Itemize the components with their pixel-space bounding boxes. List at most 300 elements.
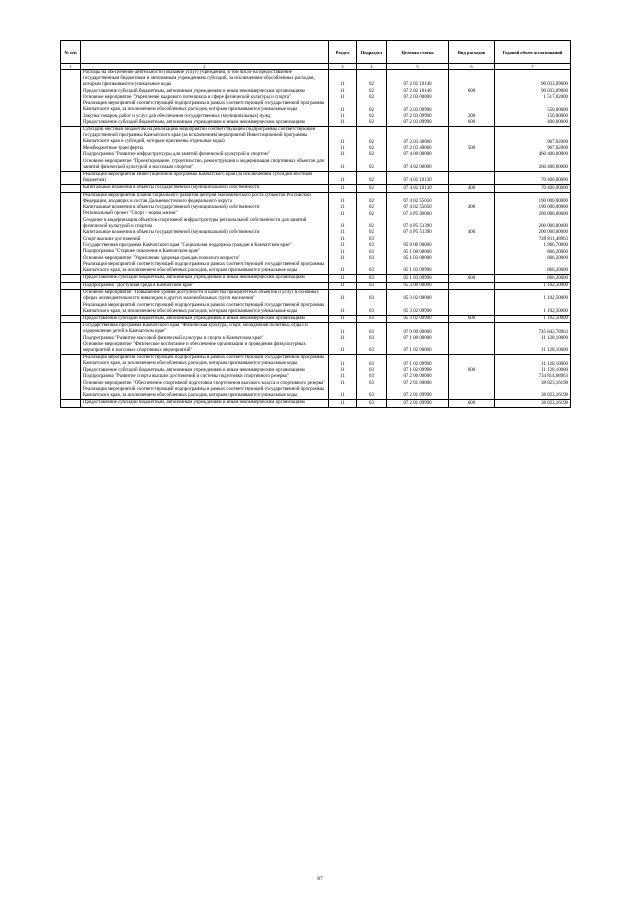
index-cell: 7 <box>495 64 571 70</box>
row-name: Предоставление субсидий бюджетным, автономным учреждениям и иным некоммерческим организациям <box>83 88 305 94</box>
index-cell: 6 <box>449 64 495 70</box>
row-podrazdel: 03 <box>369 268 374 274</box>
row-vid <box>451 101 492 113</box>
row-amount: 11 128,10000 <box>541 335 568 341</box>
index-cell: 3 <box>329 64 357 70</box>
row-name: Капитальные вложения в объекты государственной (муниципальной) собственности <box>83 185 260 191</box>
row-number <box>61 323 81 355</box>
row-amount: 1 966,70000 <box>543 243 568 249</box>
row-amount: 11 128,10000 <box>541 361 568 367</box>
row-amount: 200 000,00000 <box>538 230 568 236</box>
row-name: Предоставление субсидий бюджетным, автономным учреждениям и иным некоммерческим организациям <box>83 120 305 126</box>
row-podrazdel: 02 <box>369 120 374 126</box>
row-number <box>61 282 81 289</box>
row-podrazdel: 03 <box>369 236 374 242</box>
row-statya: 07 1 02 09990 <box>403 361 432 367</box>
row-amount: 1 102,50000 <box>543 283 568 288</box>
table-row <box>61 315 571 322</box>
row-razdel: 11 <box>340 95 345 101</box>
row-name: Государственная программа Камчатского края "Социальная поддержка граждан в Камчатском крае" <box>83 242 292 248</box>
table-row <box>61 355 571 400</box>
table-row <box>61 275 571 282</box>
row-razdel: 11 <box>340 316 345 322</box>
row-name: Основное мероприятие "Физическое воспитание и обеспечение организации и проведения физкультурных мероприятий и массовых спортивных мероприятий" <box>83 342 306 354</box>
row-statya-cell <box>387 323 449 355</box>
row-podrazdel: 02 <box>369 230 374 236</box>
row-vid-cell <box>449 323 495 355</box>
row-razdel-cell <box>329 275 357 282</box>
header-name <box>81 41 329 64</box>
row-name: Субсидии местным бюджетам на реализацию мероприятий соответствующей подпрограммы соответствующей государственной программы Камчатского края (за исключением мероприятий Инвестиционной программы Камчатского края и субсидий, которым присвоены отдельные коды) <box>83 127 316 145</box>
row-podrazdel: 02 <box>369 224 374 229</box>
row-podrazdel: 02 <box>369 88 374 94</box>
index-cell: 5 <box>387 64 449 70</box>
row-amount: 11 128,10000 <box>541 368 568 373</box>
row-amount: 866,20000 <box>547 255 568 261</box>
row-razdel: 11 <box>340 120 345 126</box>
row-name: Региональный проект "Спорт - норма жизни" <box>83 211 178 217</box>
row-statya: 07 2 01 00000 <box>403 380 432 386</box>
row-podrazdel: 02 <box>369 205 374 211</box>
row-name: Подпрограмма "Доступная среда в Камчатском крае" <box>83 282 194 288</box>
row-podrazdel-cell <box>357 70 387 127</box>
row-podrazdel: 03 <box>369 243 374 249</box>
row-vid: 400 <box>467 205 476 211</box>
row-statya-cell <box>387 282 449 289</box>
row-podrazdel: 02 <box>369 164 374 170</box>
row-statya: 07 4 00 00000 <box>403 152 432 158</box>
row-statya: 07 1 00 00000 <box>403 335 432 341</box>
row-vid-cell <box>449 185 495 192</box>
header-razdel: Раздел <box>329 41 357 64</box>
row-statya: 07 2 03 09990 <box>403 113 432 119</box>
row-name: Межбюджетные трансферты <box>83 145 143 151</box>
row-amount: 866,20000 <box>547 249 568 255</box>
row-vid-cell <box>449 127 495 172</box>
row-razdel: 11 <box>340 283 345 288</box>
row-vid: 600 <box>467 88 476 94</box>
row-statya: 07 4 02 00000 <box>403 164 432 170</box>
row-amount-cell <box>495 127 571 172</box>
row-podrazdel: 03 <box>369 249 374 255</box>
row-name: Основное мероприятие "Укрепление кадрового потенциала в сфере физической культуры и спорта" <box>83 94 291 100</box>
row-number <box>61 315 81 322</box>
row-amount: 460 400,00000 <box>538 152 568 158</box>
row-razdel-cell <box>329 323 357 355</box>
row-razdel-cell <box>329 282 357 289</box>
row-statya-cell <box>387 400 449 407</box>
row-name: Реализация мероприятий Инвестиционной программы Камчатского края (за исключением субсидий местным бюджетам) <box>83 171 313 183</box>
index-cell: 2 <box>81 64 329 70</box>
row-statya: 05 0 00 00000 <box>403 243 432 249</box>
table-body <box>61 70 571 408</box>
table-row <box>61 70 571 127</box>
row-name: Основное мероприятие "Укрепление здоровья граждан пожилого возраста" <box>83 255 241 261</box>
row-razdel: 11 <box>340 185 345 191</box>
row-name: Предоставление субсидий бюджетным, автономным учреждениям и иным некоммерческим организациям <box>83 400 305 406</box>
row-razdel: 11 <box>340 296 345 302</box>
row-podrazdel: 03 <box>369 329 374 335</box>
row-name-cell <box>81 171 329 184</box>
row-amount: 1 102,50000 <box>543 308 568 314</box>
row-podrazdel: 02 <box>369 82 374 88</box>
row-podrazdel-cell <box>357 355 387 400</box>
row-razdel: 11 <box>340 374 345 380</box>
row-razdel: 11 <box>340 308 345 314</box>
row-amount-cell <box>495 400 571 407</box>
row-name-cell <box>81 290 329 316</box>
row-vid <box>451 193 492 205</box>
row-vid <box>451 262 492 274</box>
row-amount: 400,00000 <box>547 120 568 126</box>
row-razdel: 11 <box>340 255 345 261</box>
row-statya-cell <box>387 185 449 192</box>
row-vid <box>451 355 492 367</box>
row-razdel-cell <box>329 290 357 316</box>
table-row <box>61 400 571 407</box>
row-razdel: 11 <box>340 152 345 158</box>
row-name-cell <box>81 323 329 355</box>
row-name: Основное мероприятие "Обеспечение спортивной подготовки спортсменов высокого класса и спортивного резерва" <box>83 380 326 386</box>
row-vid: 600 <box>467 368 476 373</box>
row-number <box>61 275 81 282</box>
row-statya: 07 4 02 55050 <box>403 198 432 204</box>
row-number <box>61 171 81 184</box>
row-podrazdel: 03 <box>369 255 374 261</box>
table-row <box>61 171 571 184</box>
row-podrazdel: 03 <box>369 296 374 302</box>
row-name-cell <box>81 185 329 192</box>
row-amount: 749 811,48963 <box>538 236 568 242</box>
row-vid-cell <box>449 400 495 407</box>
row-amount: 200 000,00000 <box>538 224 568 229</box>
row-podrazdel-cell <box>357 275 387 282</box>
row-amount-cell <box>495 171 571 184</box>
row-amount: 866,20000 <box>547 275 568 281</box>
row-statya: 05 1 00 00000 <box>403 249 432 255</box>
row-amount: 734 814,68963 <box>538 374 568 380</box>
row-razdel: 11 <box>340 335 345 341</box>
row-vid: 200 <box>467 113 476 119</box>
row-razdel-cell <box>329 400 357 407</box>
row-amount: 967,02000 <box>547 139 568 145</box>
header-podrazdel: Подраздел <box>357 41 387 64</box>
page-number: 87 <box>317 876 323 882</box>
row-razdel: 11 <box>340 400 345 406</box>
row-podrazdel: 02 <box>369 211 374 217</box>
budget-table <box>60 40 571 408</box>
row-podrazdel-cell <box>357 127 387 172</box>
row-number <box>61 400 81 407</box>
row-statya-cell <box>387 70 449 127</box>
row-razdel-cell <box>329 315 357 322</box>
row-vid: 600 <box>467 400 476 406</box>
row-razdel: 11 <box>340 146 345 151</box>
row-razdel: 11 <box>340 113 345 119</box>
row-razdel: 11 <box>340 236 345 242</box>
row-vid: 600 <box>467 120 476 126</box>
row-number <box>61 70 81 127</box>
row-vid <box>451 158 492 170</box>
row-razdel-cell <box>329 185 357 192</box>
row-razdel: 11 <box>340 139 345 145</box>
row-amount-cell <box>495 192 571 275</box>
row-vid-cell <box>449 315 495 322</box>
row-amount: 1 102,50000 <box>543 296 568 302</box>
row-amount: 38 823,16198 <box>541 393 568 399</box>
row-vid-cell <box>449 290 495 316</box>
row-amount: 38 823,16198 <box>541 380 568 386</box>
row-name: Подпрограмма "Развитие массовой физической культуры и спорта в Камчатском крае" <box>83 335 264 341</box>
row-razdel: 11 <box>340 249 345 255</box>
row-vid-cell <box>449 171 495 184</box>
row-amount: 745 842,78963 <box>538 329 568 335</box>
row-amount: 11 128,10000 <box>541 348 568 354</box>
row-podrazdel: 02 <box>369 107 374 113</box>
row-name-cell <box>81 70 329 127</box>
row-statya: 07 2 00 00000 <box>403 374 432 380</box>
row-statya: 07 2 02 10140 <box>403 82 432 88</box>
row-number <box>61 355 81 400</box>
row-razdel-cell <box>329 171 357 184</box>
row-amount-cell <box>495 275 571 282</box>
row-name: Реализация мероприятий соответствующей подпрограммы в рамках соответствующей государственной программы Камчатского края, за исключением обособленных расходов, которым присваиваются уникальные коды <box>83 101 325 113</box>
row-amount: 70 400,00000 <box>541 185 568 191</box>
row-statya: 05 3 00 00000 <box>403 283 432 288</box>
row-amount: 200 000,00000 <box>538 211 568 217</box>
table-header-row <box>61 41 571 64</box>
row-podrazdel: 02 <box>369 146 374 151</box>
row-vid <box>451 387 492 399</box>
table-row <box>61 127 571 172</box>
row-razdel-cell <box>329 355 357 400</box>
row-vid: 400 <box>467 230 476 236</box>
header-amount: Годовой объем ассигнований <box>495 41 571 64</box>
row-podrazdel-cell <box>357 282 387 289</box>
row-podrazdel: 03 <box>369 275 374 281</box>
row-vid <box>451 323 492 335</box>
row-vid-cell <box>449 275 495 282</box>
row-amount-cell <box>495 315 571 322</box>
row-number <box>61 192 81 275</box>
row-statya: 07 2 01 09990 <box>403 400 432 406</box>
row-vid <box>451 218 492 230</box>
row-name-cell <box>81 355 329 400</box>
row-podrazdel-cell <box>357 185 387 192</box>
row-name: Реализация мероприятий соответствующей подпрограммы в рамках соответствующей государственной программы Камчатского края, за исключением обособленных расходов, которым присваиваются уникальные коды <box>83 262 325 274</box>
row-razdel: 11 <box>340 348 345 354</box>
header-vid: Вид расходов <box>449 41 495 64</box>
row-podrazdel-cell <box>357 315 387 322</box>
row-razdel: 11 <box>340 107 345 113</box>
row-vid <box>451 127 492 145</box>
row-razdel: 11 <box>340 393 345 399</box>
row-razdel: 11 <box>340 243 345 249</box>
row-razdel: 11 <box>340 164 345 170</box>
row-razdel: 11 <box>340 380 345 386</box>
row-razdel: 11 <box>340 88 345 94</box>
row-razdel: 11 <box>340 329 345 335</box>
row-vid <box>451 70 492 88</box>
row-name: Расходы на обеспечение деятельности (оказание услуг) учреждений, в том числе на предоставление государственным бюджетным и автономным учреждениям субсидий, за исключением обособленных расходов, которым присваиваются уникальные коды <box>83 70 315 88</box>
row-podrazdel: 03 <box>369 361 374 367</box>
row-number <box>61 185 81 192</box>
row-statya: 05 1 03 09990 <box>403 268 432 274</box>
row-podrazdel: 03 <box>369 316 374 322</box>
row-statya: 05 1 03 00000 <box>403 255 432 261</box>
row-podrazdel: 03 <box>369 283 374 288</box>
row-vid: 600 <box>467 316 476 322</box>
row-amount: 1 517,02000 <box>543 95 568 101</box>
row-name: Закупка товаров, работ и услуг для обеспечения государственных (муниципальных) нужд <box>83 113 271 119</box>
header-number: № п/п <box>61 41 81 64</box>
row-amount: 90 033,09000 <box>541 88 568 94</box>
row-razdel: 11 <box>340 275 345 281</box>
row-name: Капитальные вложения в объекты государственной (муниципальной) собственности <box>83 205 260 211</box>
row-razdel-cell <box>329 192 357 275</box>
row-amount-cell <box>495 290 571 316</box>
row-razdel: 11 <box>340 268 345 274</box>
row-name-cell <box>81 315 329 322</box>
table-row <box>61 323 571 355</box>
row-podrazdel-cell <box>357 323 387 355</box>
row-statya: 07 4 P5 51390 <box>403 224 432 229</box>
row-name: Предоставление субсидий бюджетным, автономным учреждениям и иным некоммерческим организациям <box>83 367 305 373</box>
row-vid-cell <box>449 192 495 275</box>
row-name-cell <box>81 127 329 172</box>
row-podrazdel: 03 <box>369 400 374 406</box>
row-statya: 07 2 03 09990 <box>403 107 432 113</box>
row-name: Капитальные вложения в объекты государственной (муниципальной) собственности <box>83 230 260 236</box>
row-podrazdel-cell <box>357 290 387 316</box>
row-podrazdel: 03 <box>369 335 374 341</box>
row-name: Предоставление субсидий бюджетным, автономным учреждениям и иным некоммерческим организациям <box>83 275 305 281</box>
row-amount: 150,00000 <box>547 113 568 119</box>
row-vid-cell <box>449 70 495 127</box>
row-amount-cell <box>495 282 571 289</box>
row-podrazdel: 03 <box>369 348 374 354</box>
row-statya: 05 3 02 09990 <box>403 316 432 322</box>
row-amount: 967,02000 <box>547 146 568 151</box>
row-razdel: 11 <box>340 230 345 236</box>
row-vid <box>451 172 492 184</box>
row-statya: 07 4 P5 00000 <box>403 211 432 217</box>
row-vid: 600 <box>467 275 476 281</box>
row-name: Спорт высших достижений <box>83 236 141 242</box>
row-statya: 05 1 03 09990 <box>403 275 432 281</box>
row-statya: 07 2 02 10140 <box>403 88 432 94</box>
row-razdel: 11 <box>340 211 345 217</box>
header-statya: Целевая статья <box>387 41 449 64</box>
row-podrazdel: 03 <box>369 393 374 399</box>
row-podrazdel: 03 <box>369 308 374 314</box>
row-razdel-cell <box>329 70 357 127</box>
row-podrazdel: 02 <box>369 95 374 101</box>
document-page <box>60 40 570 408</box>
row-podrazdel: 03 <box>369 374 374 380</box>
row-amount: 190 000,00000 <box>538 205 568 211</box>
row-razdel: 11 <box>340 205 345 211</box>
row-name-cell <box>81 192 329 275</box>
index-cell: 4 <box>357 64 387 70</box>
row-statya-cell <box>387 315 449 322</box>
row-name: Подпрограмма "Старшее поколение в Камчатском крае" <box>83 249 200 255</box>
row-statya: 07 4 P5 51390 <box>403 230 432 236</box>
row-name: Подпрограмма "Развитие спорта высших достижений и системы подготовки спортивного резерва" <box>83 374 289 380</box>
table-row <box>61 185 571 192</box>
row-statya: 07 4 02 55050 <box>403 205 432 211</box>
row-statya: 07 2 03 09990 <box>403 120 432 126</box>
row-razdel: 11 <box>340 178 345 184</box>
row-statya: 07 2 03 00000 <box>403 95 432 101</box>
row-vid <box>451 342 492 354</box>
row-name: Реализация мероприятий соответствующей подпрограммы в рамках соответствующей государственной программы Камчатского края, за исключением обособленных расходов, которым присваиваются уникальные коды <box>83 302 325 314</box>
row-name: Основное мероприятие "Проектирование, строительство, реконструкция и модернизация спортивных объектов для занятий физической культурой и массовым спортом" <box>83 158 324 170</box>
row-statya: 05 3 02 09990 <box>403 308 432 314</box>
row-name: Подпрограмма "Развитие инфраструктуры для занятий физической культурой и спортом" <box>83 152 270 158</box>
row-name: Реализация мероприятий соответствующей подпрограммы в рамках соответствующей государственной программы Камчатского края, за исключением обособленных расходов, которым присваиваются уникальные коды <box>83 386 325 398</box>
row-podrazdel-cell <box>357 171 387 184</box>
index-cell: 1 <box>61 64 81 70</box>
table-row <box>61 192 571 275</box>
row-amount: 38 823,16198 <box>541 400 568 406</box>
row-podrazdel: 02 <box>369 113 374 119</box>
row-amount: 190 000,00000 <box>538 198 568 204</box>
row-statya-cell <box>387 127 449 172</box>
row-razdel: 11 <box>340 198 345 204</box>
row-razdel: 11 <box>340 361 345 367</box>
row-podrazdel: 03 <box>369 368 374 373</box>
row-amount-cell <box>495 185 571 192</box>
row-amount: 260 400,00000 <box>538 164 568 170</box>
row-vid-cell <box>449 282 495 289</box>
row-name: Основное мероприятие "Повышение уровня доступности и качества приоритетных объектов и услуг в основных сферах жизнедеятельности инвалидов и других маломобильных групп населения" <box>83 290 319 302</box>
row-amount: 866,20000 <box>547 268 568 274</box>
row-amount: 70 400,00000 <box>541 178 568 184</box>
row-statya: 07 2 03 40060 <box>403 146 432 151</box>
row-statya: 07 1 02 00000 <box>403 348 432 354</box>
row-statya: 07 4 02 10130 <box>403 178 432 184</box>
row-name: Реализация мероприятий соответствующей подпрограммы в рамках соответствующей государственной программы Камчатского края, за исключением обособленных расходов, которым присваиваются уникальные коды <box>83 355 325 367</box>
table-row <box>61 290 571 316</box>
row-number <box>61 127 81 172</box>
row-amount: 550,00000 <box>547 107 568 113</box>
row-podrazdel: 02 <box>369 152 374 158</box>
row-amount: 1 102,50000 <box>543 316 568 322</box>
row-podrazdel: 02 <box>369 198 374 204</box>
row-statya: 05 3 02 00000 <box>403 296 432 302</box>
row-statya-cell <box>387 355 449 400</box>
row-name: Реализация мероприятий планов социального развития центров экономического роста субъектов Российской Федерации, входящих в состав Дальневосточного федерального округа <box>83 192 311 204</box>
row-name-cell <box>81 282 329 289</box>
row-name: Создание и модернизация объектов спортивной инфраструктуры региональной собственности для занятий физической культурой и спортом <box>83 217 307 229</box>
row-razdel: 11 <box>340 368 345 373</box>
row-podrazdel-cell <box>357 192 387 275</box>
row-podrazdel: 02 <box>369 178 374 184</box>
row-statya: 07 4 02 10130 <box>403 185 432 191</box>
row-statya-cell <box>387 275 449 282</box>
row-razdel-cell <box>329 127 357 172</box>
row-vid: 400 <box>467 185 476 191</box>
table-row <box>61 282 571 289</box>
row-statya: 07 2 01 09990 <box>403 393 432 399</box>
row-vid <box>451 290 492 302</box>
row-razdel: 11 <box>340 224 345 229</box>
row-number <box>61 290 81 316</box>
row-podrazdel: 03 <box>369 380 374 386</box>
row-statya-cell <box>387 290 449 316</box>
row-vid-cell <box>449 355 495 400</box>
